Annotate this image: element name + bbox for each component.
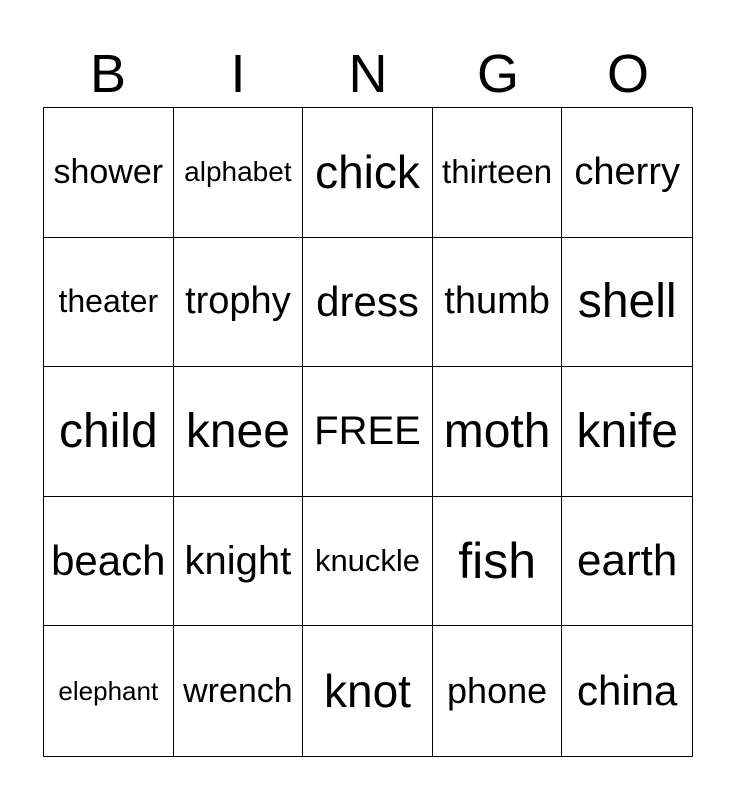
- bingo-cell[interactable]: knee: [174, 367, 304, 497]
- free-space-cell[interactable]: FREE: [303, 367, 433, 497]
- bingo-cell[interactable]: knife: [562, 367, 692, 497]
- bingo-cell[interactable]: knight: [174, 497, 304, 627]
- bingo-cell[interactable]: thumb: [433, 238, 563, 368]
- bingo-cell[interactable]: china: [576, 667, 678, 715]
- bingo-cell[interactable]: cherry: [562, 108, 692, 238]
- header-letter-o: O: [606, 44, 649, 104]
- bingo-cell[interactable]: phone: [433, 626, 563, 756]
- bingo-cell[interactable]: thirteen: [433, 108, 563, 238]
- bingo-cell[interactable]: knuckle: [303, 497, 433, 627]
- bingo-cell[interactable]: chick: [303, 108, 433, 238]
- bingo-cell[interactable]: fish: [433, 497, 563, 627]
- bingo-cell[interactable]: earth: [562, 497, 692, 627]
- bingo-cell[interactable]: dress: [303, 238, 433, 368]
- header-letter-i: I: [230, 44, 246, 104]
- bingo-cell[interactable]: beach: [44, 497, 174, 627]
- bingo-cell[interactable]: moth: [433, 367, 563, 497]
- bingo-header: [43, 40, 693, 108]
- bingo-board: [43, 107, 693, 757]
- header-letter-g: G: [476, 44, 519, 104]
- header-letter-n: N: [348, 44, 388, 104]
- bingo-cell[interactable]: shell: [562, 238, 692, 368]
- bingo-cell[interactable]: knot: [303, 626, 433, 756]
- bingo-cell[interactable]: shower: [44, 108, 174, 238]
- bingo-cell[interactable]: elephant: [44, 626, 174, 756]
- bingo-cell[interactable]: wrench: [174, 626, 304, 756]
- bingo-cell[interactable]: trophy: [174, 238, 304, 368]
- header-letter-b: B: [89, 44, 127, 104]
- bingo-cell[interactable]: theater: [44, 238, 174, 368]
- bingo-cell[interactable]: alphabet: [174, 108, 304, 238]
- bingo-cell[interactable]: child: [44, 367, 174, 497]
